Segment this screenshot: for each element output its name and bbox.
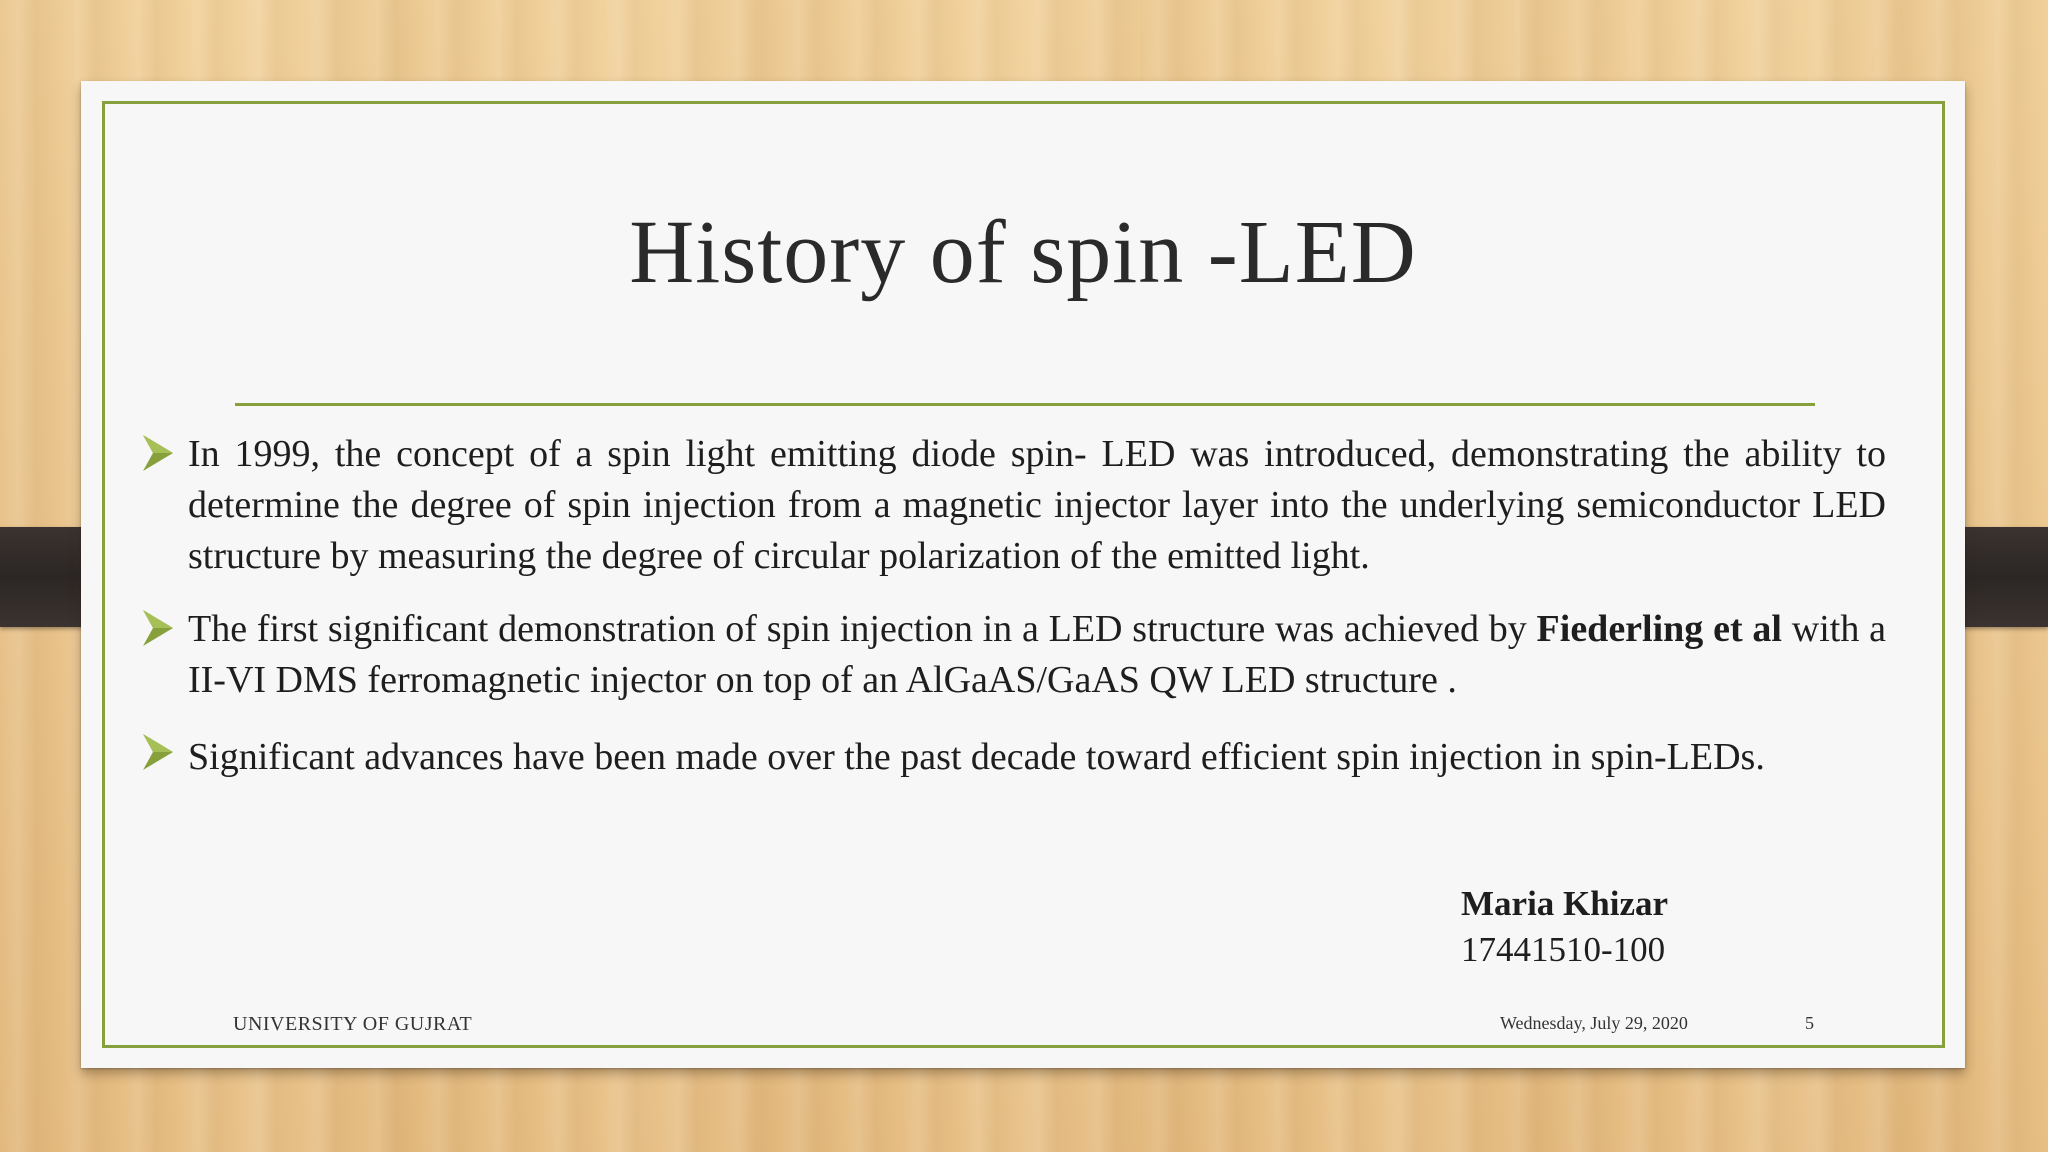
slide-number: 5 [1805, 1013, 1814, 1033]
author-name: Maria Khizar [1461, 884, 1669, 923]
bullet-item [141, 429, 1886, 582]
bullet-text: The first significant demonstration of spin injection in a LED structure was achieved by [188, 608, 1537, 650]
footer-date: Wednesday, July 29, 2020 [1500, 1013, 1688, 1033]
arrowhead-bullet-icon [141, 732, 175, 772]
author-block [1461, 881, 1668, 973]
bullet-item [141, 728, 1886, 786]
title-divider [235, 403, 1815, 406]
bullet-list [141, 429, 1886, 808]
bullet-text: with a II-VI DMS ferromagnetic injector on top of an AlGaAS/GaAS QW LED structure . [188, 608, 1886, 701]
bullet-text: Significant advances have been made over the past decade toward efficient spin injection in spin-LEDs. [188, 736, 1765, 778]
bullet-text: In 1999, the concept of a spin light emitting diode spin- LED was introduced, demonstrating the ability to determine the degree of spin injection from a magnetic injector layer into the underlying semiconductor LED structure by measuring the degree of circular polarization of the emitted light. [188, 433, 1886, 577]
arrowhead-bullet-icon [141, 433, 175, 473]
author-id: 17441510-100 [1461, 930, 1666, 969]
bullet-bold-text: Fiederling et al [1536, 608, 1782, 650]
bullet-item [141, 604, 1886, 706]
slide-paper [81, 81, 1965, 1068]
footer-institution: UNIVERSITY OF GUJRAT [233, 1013, 473, 1035]
slide-title: History of spin -LED [629, 203, 1417, 302]
arrowhead-bullet-icon [141, 608, 175, 648]
